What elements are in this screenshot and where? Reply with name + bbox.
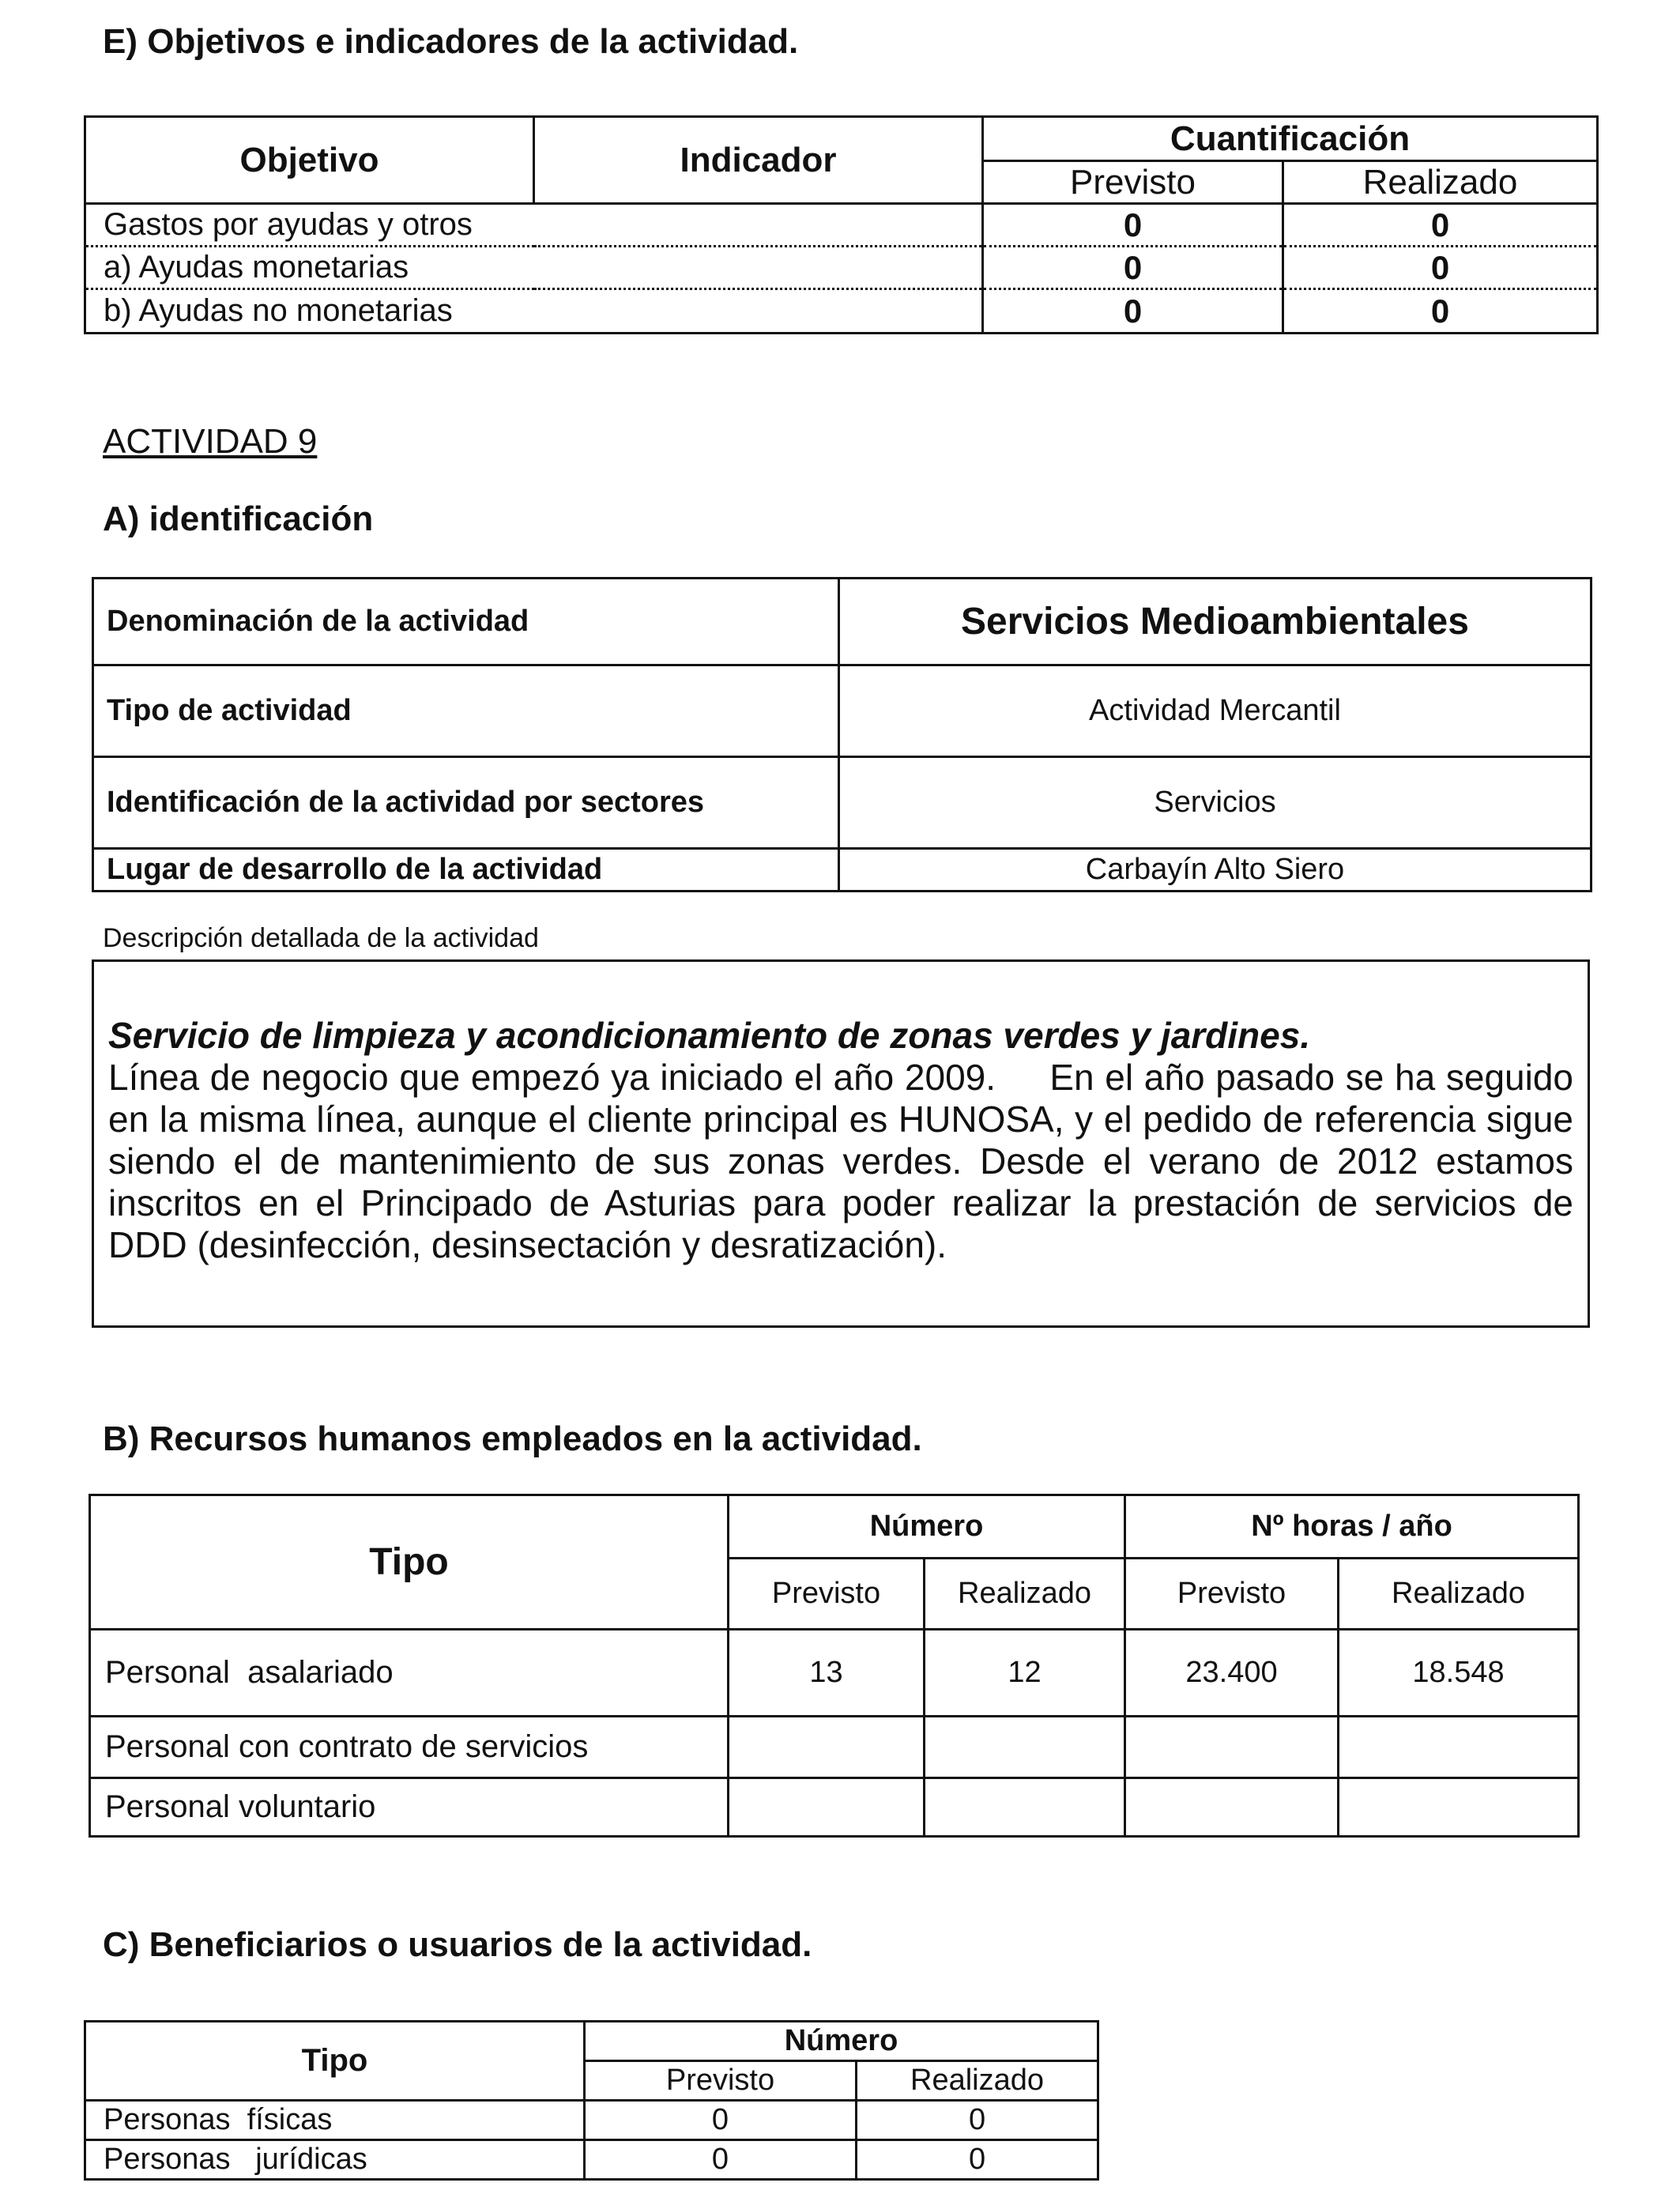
hr-num-realizado [925,1778,1125,1837]
header-tipo: Tipo [85,2022,585,2101]
hr-num-previsto [729,1717,925,1778]
header-horas-previsto: Previsto [1125,1559,1339,1630]
hr-horas-previsto [1125,1778,1339,1837]
hr-horas-realizado [1339,1778,1579,1837]
header-previsto: Previsto [983,161,1283,204]
hr-horas-realizado: 18.548 [1339,1630,1579,1717]
ident-value: Servicios [839,757,1591,849]
header-numero: Número [585,2022,1098,2061]
beneficiaries-table [84,2020,1099,2181]
ident-label: Tipo de actividad [93,665,839,757]
row-previsto: 0 [983,204,1283,247]
row-realizado: 0 [1283,247,1598,289]
row-label: a) Ayudas monetarias [85,247,983,289]
table-row [90,1717,1579,1778]
hr-num-previsto [729,1778,925,1837]
human-resources-table [89,1494,1580,1838]
header-numero: Número [729,1495,1125,1559]
ben-previsto: 0 [585,2140,857,2180]
header-tipo: Tipo [90,1495,729,1630]
hr-num-realizado [925,1717,1125,1778]
section-e-title: E) Objetivos e indicadores de la actividad. [103,22,799,61]
header-objetivo: Objetivo [85,117,534,204]
table-row [93,849,1591,892]
header-previsto: Previsto [585,2061,857,2101]
ident-label: Identificación de la actividad por sectores [93,757,839,849]
ben-label: Personas físicas [85,2101,585,2140]
table-row [93,665,1591,757]
hr-label: Personal asalariado [90,1630,729,1717]
header-realizado: Realizado [857,2061,1098,2101]
table-row [85,2101,1098,2140]
ident-value: Servicios Medioambientales [839,579,1591,665]
description-label: Descripción detallada de la actividad [103,923,539,953]
hr-horas-previsto: 23.400 [1125,1630,1339,1717]
ben-previsto: 0 [585,2101,857,2140]
ident-label: Lugar de desarrollo de la actividad [93,849,839,892]
row-label: Gastos por ayudas y otros [85,204,983,247]
header-indicador: Indicador [534,117,983,204]
table-row [85,247,1598,289]
ben-realizado: 0 [857,2140,1098,2180]
table-row [90,1630,1579,1717]
section-a-title: A) identificación [103,499,374,538]
header-cuantificacion: Cuantificación [983,117,1598,161]
row-label: b) Ayudas no monetarias [85,289,983,334]
section-c-title: C) Beneficiarios o usuarios de la actividad. [103,1925,812,1964]
header-horas-realizado: Realizado [1339,1559,1579,1630]
ben-label: Personas jurídicas [85,2140,585,2180]
table-row [85,2140,1098,2180]
row-previsto: 0 [983,247,1283,289]
ident-value: Actividad Mercantil [839,665,1591,757]
hr-label: Personal con contrato de servicios [90,1717,729,1778]
ident-value: Carbayín Alto Siero [839,849,1591,892]
table-row [90,1778,1579,1837]
table-row [93,579,1591,665]
header-numero-previsto: Previsto [729,1559,925,1630]
ben-realizado: 0 [857,2101,1098,2140]
row-realizado: 0 [1283,289,1598,334]
row-realizado: 0 [1283,204,1598,247]
hr-num-previsto: 13 [729,1630,925,1717]
description-body: Línea de negocio que empezó ya iniciado el año 2009. En el año pasado se ha seguido en la misma línea, aunque el cliente principal es HUNOSA, y el pedido de referencia sigue siendo el de mantenimiento de sus zonas verdes. Desde el verano de 2012 estamos inscritos en el Principado de Asturias para poder realizar la prestación de servicios de DDD (desinfección, desinsectación y desratización). [108,1057,1584,1265]
hr-num-realizado: 12 [925,1630,1125,1717]
hr-label: Personal voluntario [90,1778,729,1837]
description-box [92,959,1590,1328]
objectives-table [84,115,1599,334]
header-numero-realizado: Realizado [925,1559,1125,1630]
hr-horas-previsto [1125,1717,1339,1778]
activity-title: ACTIVIDAD 9 [103,422,318,461]
hr-horas-realizado [1339,1717,1579,1778]
section-b-title: B) Recursos humanos empleados en la actividad. [103,1419,922,1458]
table-row [85,289,1598,334]
ident-label: Denominación de la actividad [93,579,839,665]
table-row [93,757,1591,849]
identification-table [92,577,1592,892]
header-horas: Nº horas / año [1125,1495,1579,1559]
description-title: Servicio de limpieza y acondicionamiento de zonas verdes y jardines. [108,1015,1311,1056]
table-row [85,204,1598,247]
row-previsto: 0 [983,289,1283,334]
header-realizado: Realizado [1283,161,1598,204]
